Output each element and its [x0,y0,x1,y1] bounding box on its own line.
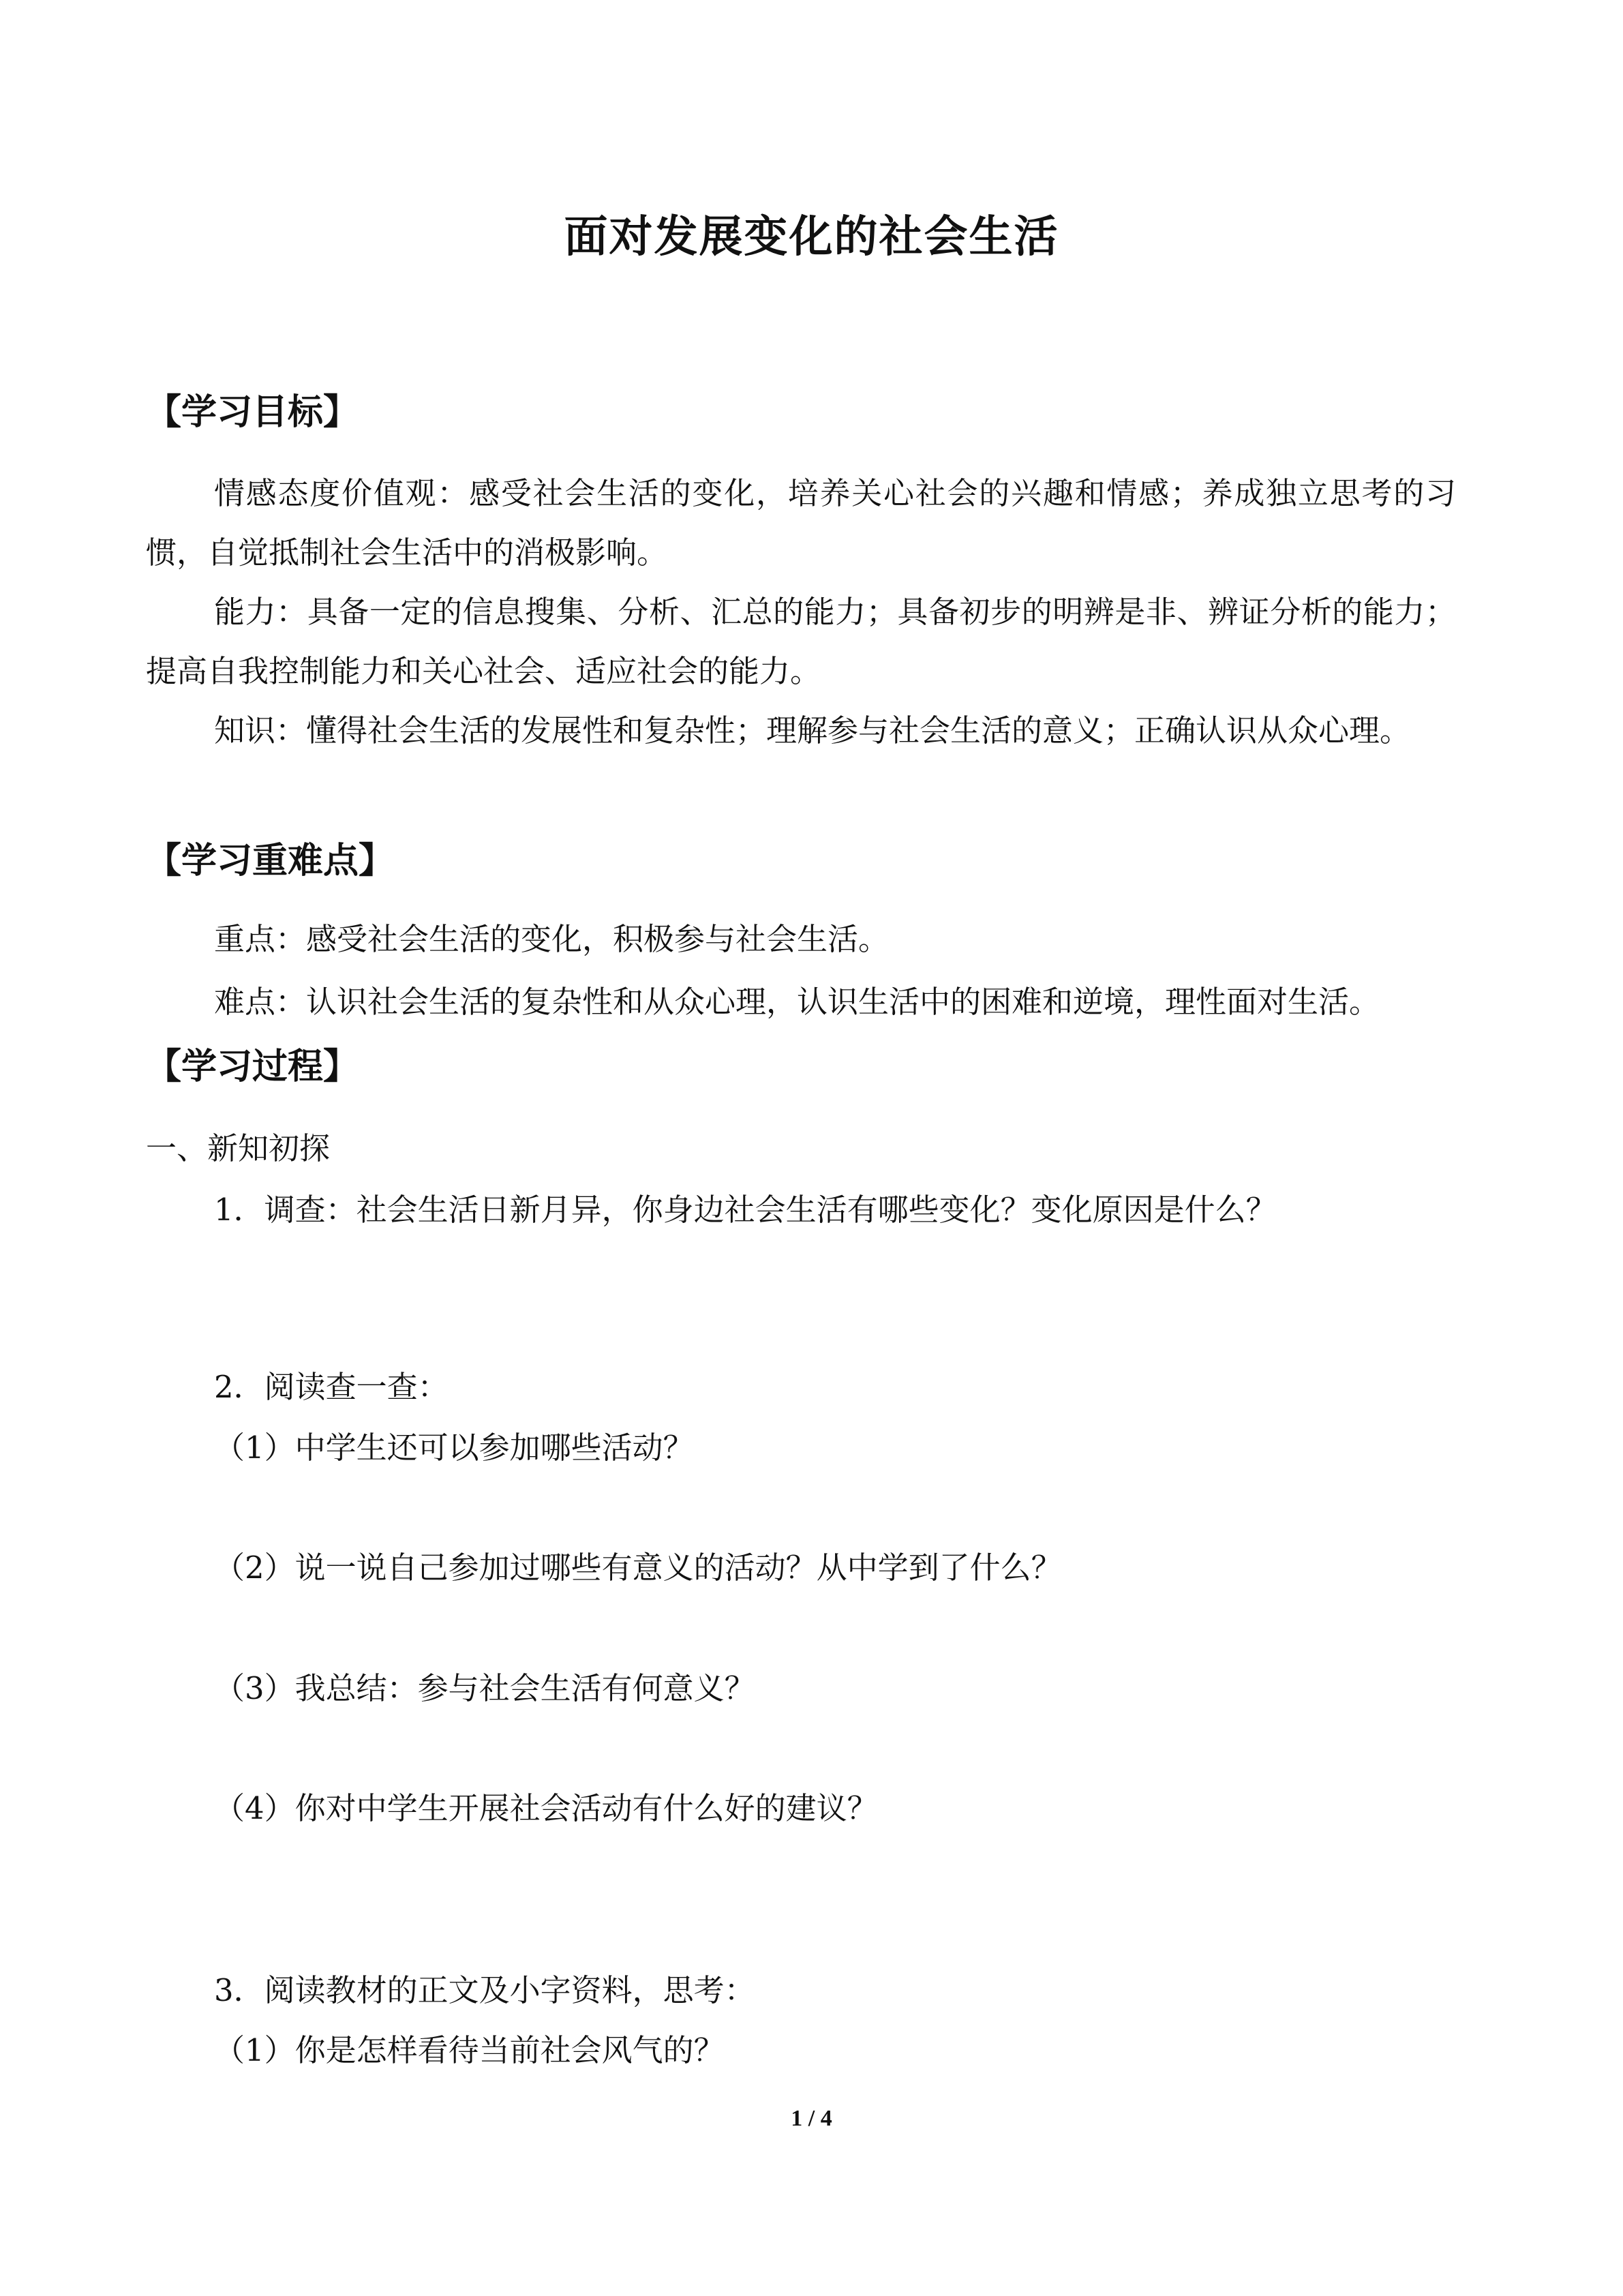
difficult-point-line: 难点：认识社会生活的复杂性和从众心理，认识生活中的困难和逆境，理性面对生活。 [214,984,1380,1020]
question-item: （1）中学生还可以参加哪些活动？ [214,1430,694,1466]
section-heading-key-points: 【学习重难点】 [146,841,395,881]
key-point-line: 重点：感受社会生活的变化，积极参与社会生活。 [214,921,890,957]
goal-paragraph-attitude: 情感态度价值观：感受社会生活的变化，培养关心社会的兴趣和情感；养成独立思考的习惯，自觉抵制社会生活中的消极影响。 [146,475,1456,571]
question-item: （2）说一说自己参加过哪些有意义的活动？从中学到了什么？ [214,1550,1062,1586]
section-heading-goals: 【学习目标】 [146,392,359,433]
goal-paragraph-knowledge: 知识：懂得社会生活的发展性和复杂性；理解参与社会生活的意义；正确认识从众心理。 [214,712,1411,749]
goal-paragraph-ability: 能力：具备一定的信息搜集、分析、汇总的能力；具备初步的明辨是非、辨证分析的能力；提高自我控制能力和关心社会、适应社会的能力。 [146,594,1456,689]
part-title: 一、新知初探 [146,1130,331,1166]
page-number: 1 / 4 [791,2106,832,2131]
process-item-2: 2．阅读查一查： [214,1369,449,1405]
process-item-1: 1．调查：社会生活日新月异，你身边社会生活有哪些变化？变化原因是什么？ [214,1192,1277,1228]
question-item: （3）我总结：参与社会生活有何意义？ [214,1670,755,1706]
section-heading-process: 【学习过程】 [146,1046,359,1087]
process-item-3: 3．阅读教材的正文及小字资料，思考： [214,1972,755,2008]
document-title: 面对发展变化的社会生活 [564,212,1059,262]
question-item: （1）你是怎样看待当前社会风气的？ [214,2032,725,2068]
question-item: （4）你对中学生开展社会活动有什么好的建议？ [214,1790,878,1826]
